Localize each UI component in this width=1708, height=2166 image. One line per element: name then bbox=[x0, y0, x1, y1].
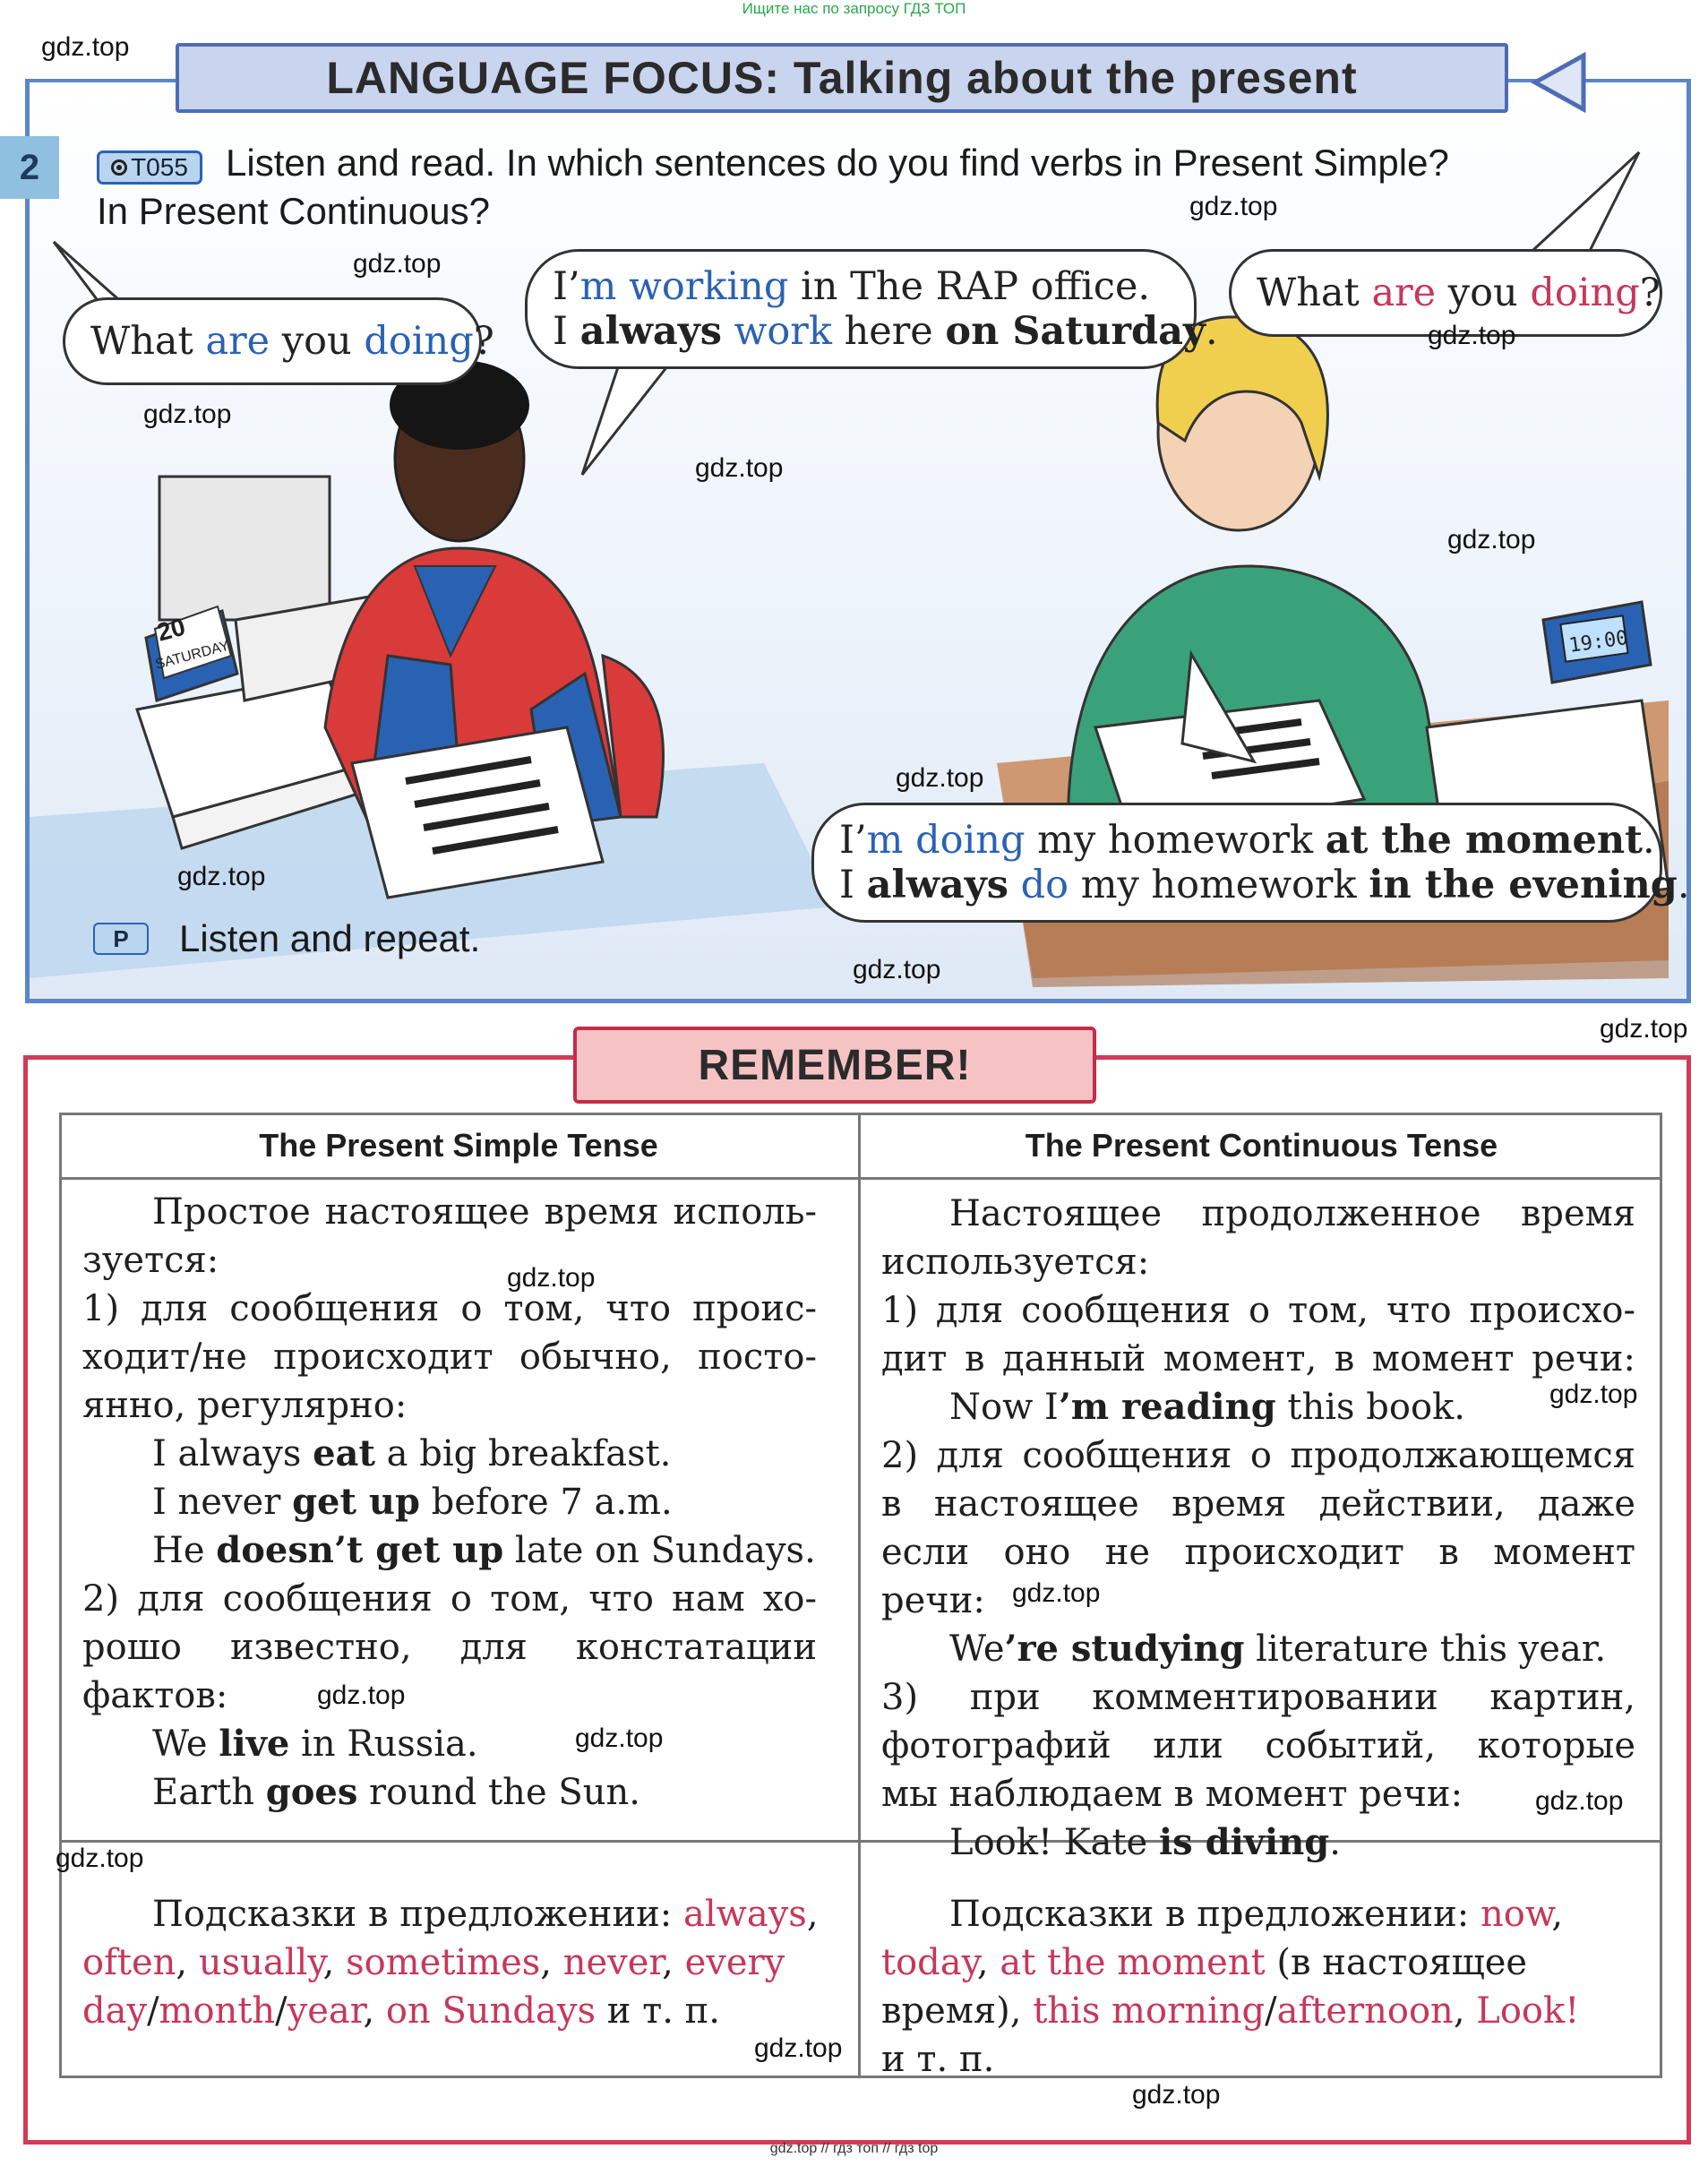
continuous-line: в настоящее время действии, даже bbox=[881, 1483, 1635, 1525]
continuous-line: если оно не происходит в момент bbox=[881, 1532, 1635, 1573]
language-focus-title: LANGUAGE FOCUS: Talking about the present bbox=[326, 53, 1358, 103]
remember-title-box bbox=[573, 1027, 1096, 1104]
speech-bubble-3: What are you doing? bbox=[1229, 249, 1662, 337]
instruction-line-1: Listen and read. In which sentences do you find verbs in Present Simple? bbox=[226, 142, 1449, 184]
continuous-example: We’re studying literature this year. bbox=[949, 1628, 1607, 1670]
watermark: gdz.top bbox=[143, 400, 232, 429]
calendar-weekday: SATURDAY bbox=[153, 638, 231, 673]
watermark: gdz.top bbox=[353, 249, 442, 279]
continuous-example: Look! Kate is diving. bbox=[949, 1821, 1341, 1863]
table-divider-hints bbox=[59, 1840, 1662, 1843]
watermark: gdz.top bbox=[1447, 525, 1536, 554]
watermark: gdz.top bbox=[754, 2033, 843, 2063]
watermark: gdz.top bbox=[1428, 321, 1516, 350]
table-divider-vertical bbox=[858, 1113, 861, 2078]
simple-line: Простое настоящее время исполь- bbox=[152, 1191, 817, 1233]
pronunciation-badge[interactable]: P bbox=[93, 923, 149, 955]
watermark: gdz.top bbox=[1535, 1786, 1624, 1816]
simple-example: Earth goes round the Sun. bbox=[152, 1771, 640, 1813]
footer: gdz.top // гдз топ // гдз top bbox=[769, 2141, 939, 2156]
simple-example: We live in Russia. bbox=[152, 1723, 478, 1765]
watermark: gdz.top bbox=[1132, 2080, 1221, 2110]
watermark: gdz.top bbox=[177, 862, 266, 891]
listen-repeat-text: Listen and repeat. bbox=[179, 917, 481, 959]
simple-line: ходит/не происходит обычно, посто- bbox=[82, 1337, 817, 1378]
speech-bubble-2: I’m working in The RAP office. I always work here on Saturday. bbox=[525, 249, 1197, 369]
task-number: 2 bbox=[0, 136, 59, 199]
watermark: gdz.top bbox=[507, 1263, 596, 1293]
watermark: gdz.top bbox=[41, 32, 130, 62]
continuous-line: речи: bbox=[881, 1580, 985, 1621]
watermark: gdz.top bbox=[1012, 1578, 1101, 1608]
speech-bubble-1: What are you doing? bbox=[63, 297, 482, 385]
calendar-day: 20 bbox=[154, 612, 189, 647]
simple-line: 2) для сообщения о том, что нам хо- bbox=[82, 1578, 817, 1620]
watermark: gdz.top bbox=[1549, 1380, 1638, 1409]
watermark: gdz.top bbox=[56, 1844, 144, 1873]
continuous-line: 3) при комментировании картин, bbox=[881, 1677, 1635, 1718]
watermark: gdz.top bbox=[896, 763, 984, 793]
speech-bubble-4: I’m doing my homework at the moment. I always do my homework in the evening. bbox=[811, 803, 1662, 923]
watermark: gdz.top bbox=[575, 1723, 664, 1753]
continuous-line: Настоящее продолженное время bbox=[949, 1193, 1635, 1234]
simple-line: 1) для сообщения о том, что проис- bbox=[82, 1288, 817, 1329]
continuous-line: 1) для сообщения о том, что происхо- bbox=[881, 1290, 1635, 1331]
remember-title: REMEMBER! bbox=[698, 1041, 972, 1089]
col-header-present-simple: The Present Simple Tense bbox=[259, 1127, 658, 1164]
simple-line: фактов: bbox=[82, 1675, 228, 1716]
top-banner: Ищите нас по запросу ГДЗ ТОП bbox=[742, 0, 966, 17]
simple-example: I never get up before 7 a.m. bbox=[152, 1481, 673, 1523]
watermark: gdz.top bbox=[853, 955, 941, 984]
continuous-line: используется: bbox=[881, 1242, 1150, 1283]
continuous-line: фотографий или событий, которые bbox=[881, 1725, 1635, 1766]
simple-line: янно, регулярно: bbox=[82, 1385, 408, 1426]
clock-time: 19:00 bbox=[1567, 626, 1630, 658]
continuous-line: 2) для сообщения о продолжающемся bbox=[881, 1435, 1635, 1476]
simple-line: рошо известно, для констатации bbox=[82, 1627, 817, 1668]
track-label: T055 bbox=[131, 153, 188, 181]
continuous-line: мы наблюдаем в момент речи: bbox=[881, 1774, 1463, 1815]
instruction-line-2: In Present Continuous? bbox=[97, 190, 490, 232]
watermark: gdz.top bbox=[1600, 1014, 1688, 1044]
table-divider-header bbox=[59, 1177, 1662, 1180]
simple-example: I always eat a big breakfast. bbox=[152, 1432, 672, 1474]
col-header-present-continuous: The Present Continuous Tense bbox=[1025, 1127, 1498, 1164]
continuous-example: Now I’m reading this book. bbox=[949, 1386, 1465, 1428]
watermark: gdz.top bbox=[1189, 192, 1278, 221]
watermark: gdz.top bbox=[317, 1680, 406, 1710]
continuous-line: дит в данный момент, в момент речи: bbox=[881, 1338, 1635, 1380]
watermark: gdz.top bbox=[695, 453, 784, 483]
simple-line: зуется: bbox=[82, 1240, 219, 1281]
simple-example: He doesn’t get up late on Sundays. bbox=[152, 1529, 816, 1571]
